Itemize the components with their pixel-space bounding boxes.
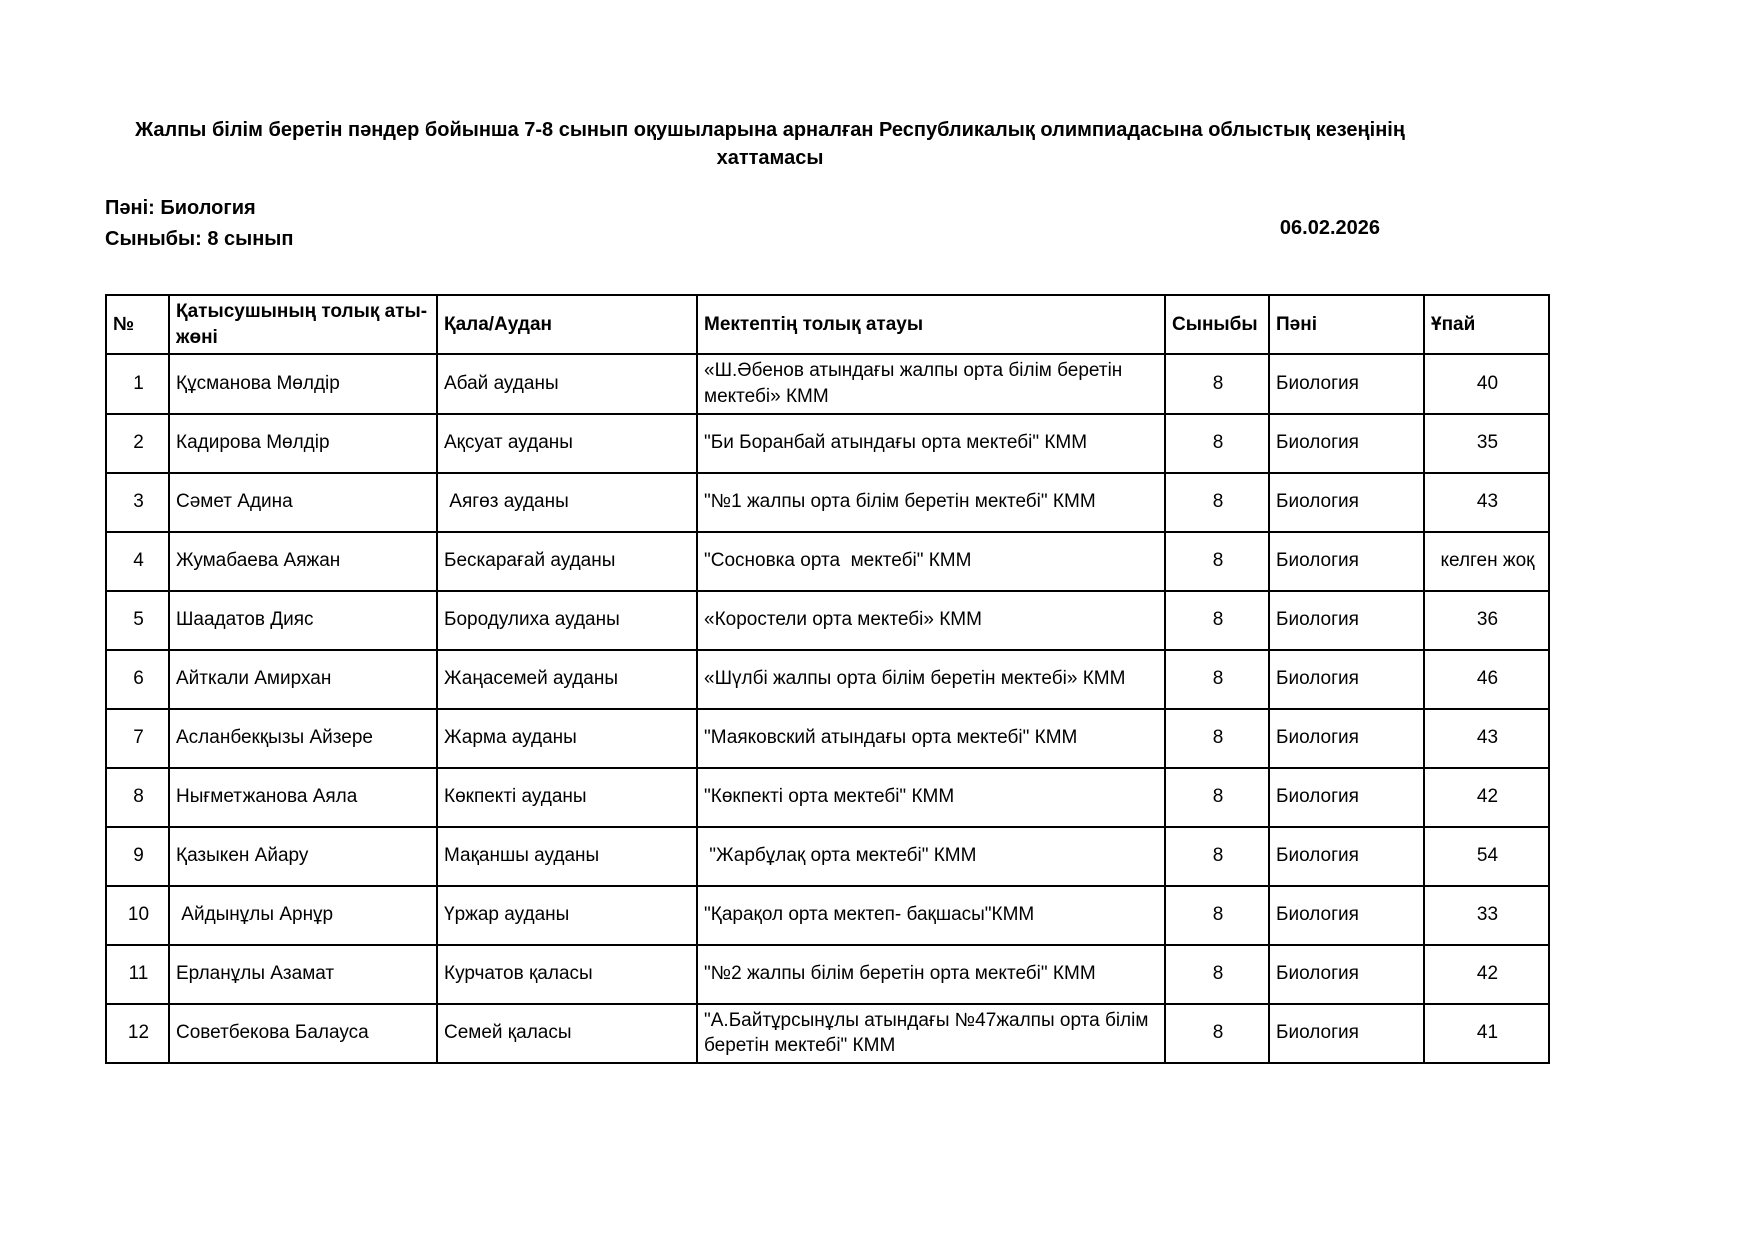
row-3-grade: 8 <box>1165 473 1269 532</box>
row-6-subject: Биология <box>1269 650 1424 709</box>
row-7-school: "Маяковский атындағы орта мектебі" КММ <box>697 709 1165 768</box>
row-7-score: 43 <box>1424 709 1549 768</box>
row-5-school: «Коростели орта мектебі» КММ <box>697 591 1165 650</box>
row-10-num: 10 <box>106 886 169 945</box>
grade-line: Сыныбы: 8 сынып <box>105 228 294 250</box>
table-row <box>106 591 1549 650</box>
row-6-school: «Шүлбі жалпы орта білім беретін мектебі» КММ <box>697 650 1165 709</box>
row-9-name: Қазыкен Айару <box>169 827 437 886</box>
row-8-name: Нығметжанова Аяла <box>169 768 437 827</box>
row-10-grade: 8 <box>1165 886 1269 945</box>
row-3-num: 3 <box>106 473 169 532</box>
row-10-name: Айдынұлы Арнұр <box>169 886 437 945</box>
results-table <box>105 294 1550 1064</box>
row-12-school: "А.Байтұрсынұлы атындағы №47жалпы орта білім беретін мектебі" КММ <box>697 1004 1165 1063</box>
row-7-name: Асланбекқызы Айзере <box>169 709 437 768</box>
row-4-city: Бескарағай ауданы <box>437 532 697 591</box>
row-2-grade: 8 <box>1165 414 1269 473</box>
row-11-school: "№2 жалпы білім беретін орта мектебі" КММ <box>697 945 1165 1004</box>
row-4-num: 4 <box>106 532 169 591</box>
row-1-city: Абай ауданы <box>437 354 697 413</box>
row-1-grade: 8 <box>1165 354 1269 413</box>
document-title: Жалпы білім беретін пәндер бойынша 7-8 сынып оқушыларына арналған Республикалық олимпиадасына облыстық кезеңінің хаттамасы <box>135 119 1411 169</box>
table-row <box>106 827 1549 886</box>
row-10-school: "Қарақол орта мектеп- бақшасы"КММ <box>697 886 1165 945</box>
row-1-name: Құсманова Мөлдір <box>169 354 437 413</box>
row-12-score: 41 <box>1424 1004 1549 1063</box>
row-3-school: "№1 жалпы орта білім беретін мектебі" КММ <box>697 473 1165 532</box>
row-7-subject: Биология <box>1269 709 1424 768</box>
row-3-subject: Биология <box>1269 473 1424 532</box>
row-11-name: Ерланұлы Азамат <box>169 945 437 1004</box>
header-subject: Пәні <box>1269 295 1424 354</box>
row-8-score: 42 <box>1424 768 1549 827</box>
row-9-score: 54 <box>1424 827 1549 886</box>
row-2-num: 2 <box>106 414 169 473</box>
row-1-subject: Биология <box>1269 354 1424 413</box>
table-row <box>106 473 1549 532</box>
row-12-grade: 8 <box>1165 1004 1269 1063</box>
row-12-city: Семей қаласы <box>437 1004 697 1063</box>
row-2-subject: Биология <box>1269 414 1424 473</box>
row-3-name: Сәмет Адина <box>169 473 437 532</box>
row-5-subject: Биология <box>1269 591 1424 650</box>
row-1-num: 1 <box>106 354 169 413</box>
row-7-num: 7 <box>106 709 169 768</box>
row-6-num: 6 <box>106 650 169 709</box>
header-city: Қала/Аудан <box>437 295 697 354</box>
row-11-grade: 8 <box>1165 945 1269 1004</box>
row-7-city: Жарма ауданы <box>437 709 697 768</box>
row-4-school: "Сосновка орта мектебі" КММ <box>697 532 1165 591</box>
row-9-city: Мақаншы ауданы <box>437 827 697 886</box>
row-10-city: Үржар ауданы <box>437 886 697 945</box>
header-row <box>106 295 1549 354</box>
table-row <box>106 1004 1549 1063</box>
row-6-grade: 8 <box>1165 650 1269 709</box>
row-9-subject: Биология <box>1269 827 1424 886</box>
row-1-score: 40 <box>1424 354 1549 413</box>
table-row <box>106 945 1549 1004</box>
header-grade: Сыныбы <box>1165 295 1269 354</box>
row-5-num: 5 <box>106 591 169 650</box>
row-8-num: 8 <box>106 768 169 827</box>
document-date: 06.02.2026 <box>1279 217 1380 239</box>
document-meta <box>105 193 1435 255</box>
row-5-score: 36 <box>1424 591 1549 650</box>
row-12-subject: Биология <box>1269 1004 1424 1063</box>
row-9-grade: 8 <box>1165 827 1269 886</box>
row-9-num: 9 <box>106 827 169 886</box>
row-11-score: 42 <box>1424 945 1549 1004</box>
row-6-city: Жаңасемей ауданы <box>437 650 697 709</box>
header-score: Ұпай <box>1424 295 1549 354</box>
table-row <box>106 414 1549 473</box>
row-8-school: "Көкпекті орта мектебі" КММ <box>697 768 1165 827</box>
row-2-city: Ақсуат ауданы <box>437 414 697 473</box>
row-11-subject: Биология <box>1269 945 1424 1004</box>
row-4-score: келген жоқ <box>1424 532 1549 591</box>
row-5-grade: 8 <box>1165 591 1269 650</box>
row-12-num: 12 <box>106 1004 169 1063</box>
row-7-grade: 8 <box>1165 709 1269 768</box>
row-2-name: Кадирова Мөлдір <box>169 414 437 473</box>
row-5-name: Шаадатов Дияс <box>169 591 437 650</box>
subject-line: Пәні: Биология <box>105 197 256 219</box>
row-10-subject: Биология <box>1269 886 1424 945</box>
results-table-body <box>106 354 1549 1063</box>
row-6-name: Айткали Амирхан <box>169 650 437 709</box>
row-10-score: 33 <box>1424 886 1549 945</box>
row-12-name: Советбекова Балауса <box>169 1004 437 1063</box>
row-4-grade: 8 <box>1165 532 1269 591</box>
row-3-city: Аягөз ауданы <box>437 473 697 532</box>
header-name: Қатысушының толық аты-жөні <box>169 295 437 354</box>
table-row <box>106 886 1549 945</box>
row-5-city: Бородулиха ауданы <box>437 591 697 650</box>
row-11-num: 11 <box>106 945 169 1004</box>
row-8-subject: Биология <box>1269 768 1424 827</box>
row-11-city: Курчатов қаласы <box>437 945 697 1004</box>
row-4-subject: Биология <box>1269 532 1424 591</box>
row-6-score: 46 <box>1424 650 1549 709</box>
header-num: № <box>106 295 169 354</box>
row-8-city: Көкпекті ауданы <box>437 768 697 827</box>
row-9-school: "Жарбұлақ орта мектебі" КММ <box>697 827 1165 886</box>
row-2-score: 35 <box>1424 414 1549 473</box>
row-2-school: "Би Боранбай атындағы орта мектебі" КММ <box>697 414 1165 473</box>
header-school: Мектептің толық атауы <box>697 295 1165 354</box>
table-row <box>106 709 1549 768</box>
row-1-school: «Ш.Әбенов атындағы жалпы орта білім беретін мектебі» КММ <box>697 354 1165 413</box>
results-table-header <box>106 295 1549 354</box>
table-row <box>106 532 1549 591</box>
table-row <box>106 768 1549 827</box>
row-8-grade: 8 <box>1165 768 1269 827</box>
row-4-name: Жумабаева Аяжан <box>169 532 437 591</box>
table-row <box>106 650 1549 709</box>
table-row <box>106 354 1549 413</box>
row-3-score: 43 <box>1424 473 1549 532</box>
